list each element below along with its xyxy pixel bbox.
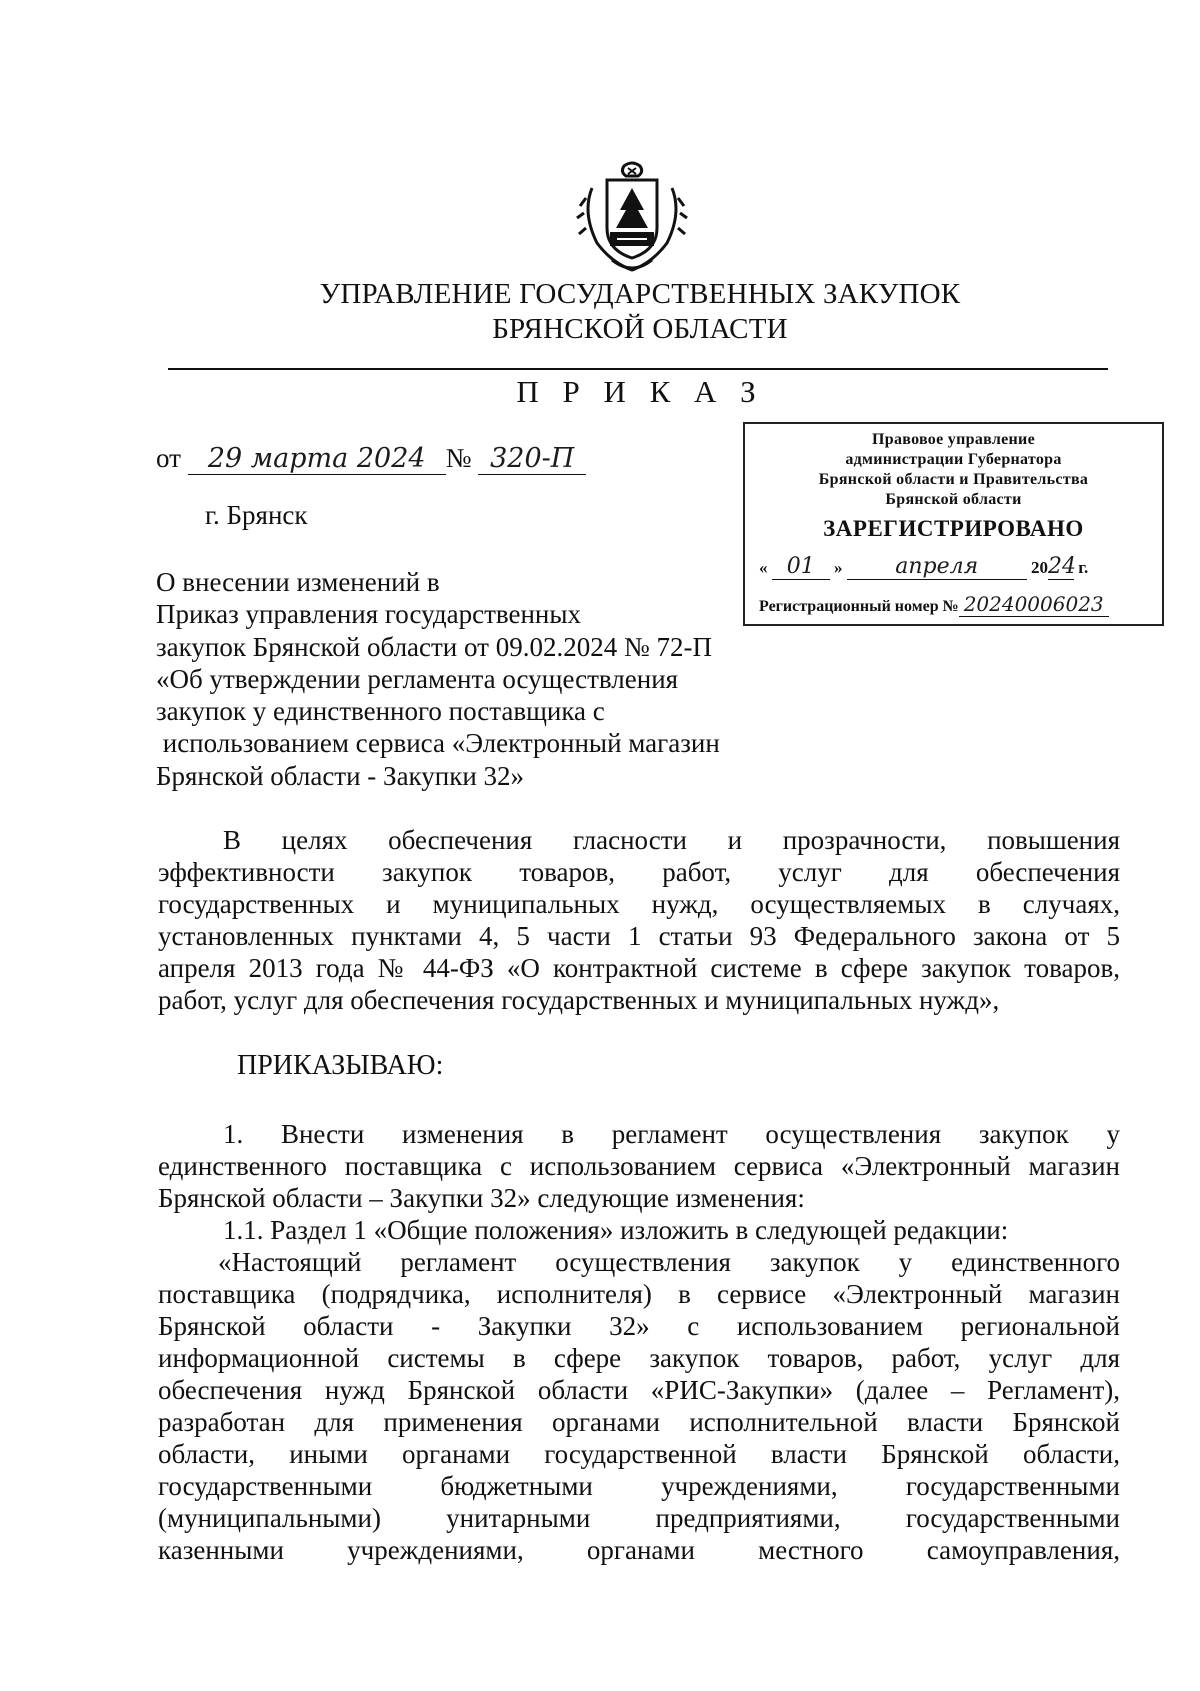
order-subject xyxy=(156,566,756,792)
order-word: ПРИКАЗЫВАЮ: xyxy=(237,1050,444,1081)
subject-line: «Об утверждении регламента осуществления xyxy=(156,663,679,694)
quote-line: «Настоящий регламент осуществления закупок у единственного xyxy=(218,1247,1120,1277)
quote-line: поставщика (подрядчика, исполнителя) в сервисе «Электронный магазин xyxy=(158,1279,1120,1309)
order-date-number-line xyxy=(156,443,586,475)
item-1-line: 1. Внести изменения в регламент осуществления закупок у xyxy=(223,1119,1120,1149)
organization-name-line1: УПРАВЛЕНИЕ ГОСУДАРСТВЕННЫХ ЗАКУПОК xyxy=(319,278,961,310)
subject-line: закупок у единственного поставщика с xyxy=(156,696,605,727)
quote-line: (муниципальными) унитарными предприятиями, государственными xyxy=(158,1503,1120,1533)
stamp-year-label: г. xyxy=(1078,558,1089,577)
stamp-year-prefix: 20 xyxy=(1031,558,1048,577)
stamp-line: Брянской области xyxy=(885,491,1022,508)
city: г. Брянск xyxy=(205,500,308,530)
preamble-line: В целях обеспечения гласности и прозрачности, повышения xyxy=(223,825,1120,855)
quote-line: разработан для применения органами исполнительной власти Брянской xyxy=(158,1407,1120,1437)
stamp-date-row xyxy=(759,554,1156,580)
quote-line: казенными учреждениями, органами местного самоуправления, xyxy=(158,1535,1120,1565)
quote-line: обеспечения нужд Брянской области «РИС-Закупки» (далее – Регламент), xyxy=(158,1375,1120,1405)
stamp-registered-label: ЗАРЕГИСТРИРОВАНО xyxy=(823,516,1084,541)
stamp-quote-close: » xyxy=(834,558,843,577)
stamp-reg-label: Регистрационный номер № xyxy=(759,598,959,615)
quoted-regulation-paragraph xyxy=(158,1246,1120,1566)
document-type-title: П Р И К А З xyxy=(516,374,764,409)
stamp-reg-number: 20240006023 xyxy=(959,592,1109,617)
stamp-month: апреля xyxy=(847,554,1027,580)
item-1-line: Брянской области – Закупки 32» следующие изменения: xyxy=(158,1183,805,1213)
quote-line: информационной системы в сфере закупок товаров, работ, услуг для xyxy=(158,1343,1120,1373)
number-label: № xyxy=(445,443,472,473)
preamble-paragraph xyxy=(158,824,1120,1016)
item-1-line: единственного поставщика с использованием сервиса «Электронный магазин xyxy=(158,1151,1120,1181)
preamble-line: эффективности закупок товаров, работ, услуг для обеспечения xyxy=(158,857,1120,887)
preamble-line: апреля 2013 года № 44-ФЗ «О контрактной системе в сфере закупок товаров, xyxy=(158,953,1120,983)
stamp-line: Брянской области и Правительства xyxy=(818,471,1089,488)
preamble-line: работ, услуг для обеспечения государственных и муниципальных нужд», xyxy=(158,985,1000,1015)
header-divider xyxy=(168,368,1108,370)
preamble-line: установленных пунктами 4, 5 части 1 статьи 93 Федерального закона от 5 xyxy=(158,921,1120,951)
subject-line: использованием сервиса «Электронный магазин xyxy=(156,728,720,759)
coat-of-arms-icon xyxy=(572,158,692,278)
subject-line: закупок Брянской области от 09.02.2024 № 72-П xyxy=(156,631,712,662)
registration-stamp xyxy=(743,422,1164,626)
preamble-line: государственных и муниципальных нужд, осуществляемых в случаях, xyxy=(158,889,1120,919)
quote-line: государственными бюджетными учреждениями, государственными xyxy=(158,1471,1120,1501)
subject-line: Брянской области - Закупки 32» xyxy=(156,760,525,791)
stamp-day: 01 xyxy=(772,554,830,580)
item-1-paragraph xyxy=(158,1118,1120,1246)
stamp-quote-open: « xyxy=(759,558,768,577)
stamp-reg-number-row xyxy=(759,592,1156,617)
stamp-line: Правовое управление xyxy=(872,431,1035,448)
item-1-1-line: 1.1. Раздел 1 «Общие положения» изложить в следующей редакции: xyxy=(223,1215,1009,1245)
from-label: от xyxy=(156,443,181,473)
stamp-line: администрации Губернатора xyxy=(845,451,1062,468)
quote-line: области, иными органами государственной власти Брянской области, xyxy=(158,1439,1120,1469)
quote-line: Брянской области - Закупки 32» с использованием региональной xyxy=(158,1311,1120,1341)
stamp-year-suffix: 24 xyxy=(1048,554,1076,579)
order-number-handwritten: 320-П xyxy=(478,443,586,475)
organization-name-line2: БРЯНСКОЙ ОБЛАСТИ xyxy=(492,313,788,345)
order-date-handwritten: 29 марта 2024 xyxy=(188,443,446,475)
subject-line: О внесении изменений в xyxy=(156,567,440,597)
subject-line: Приказ управления государственных xyxy=(156,599,582,630)
